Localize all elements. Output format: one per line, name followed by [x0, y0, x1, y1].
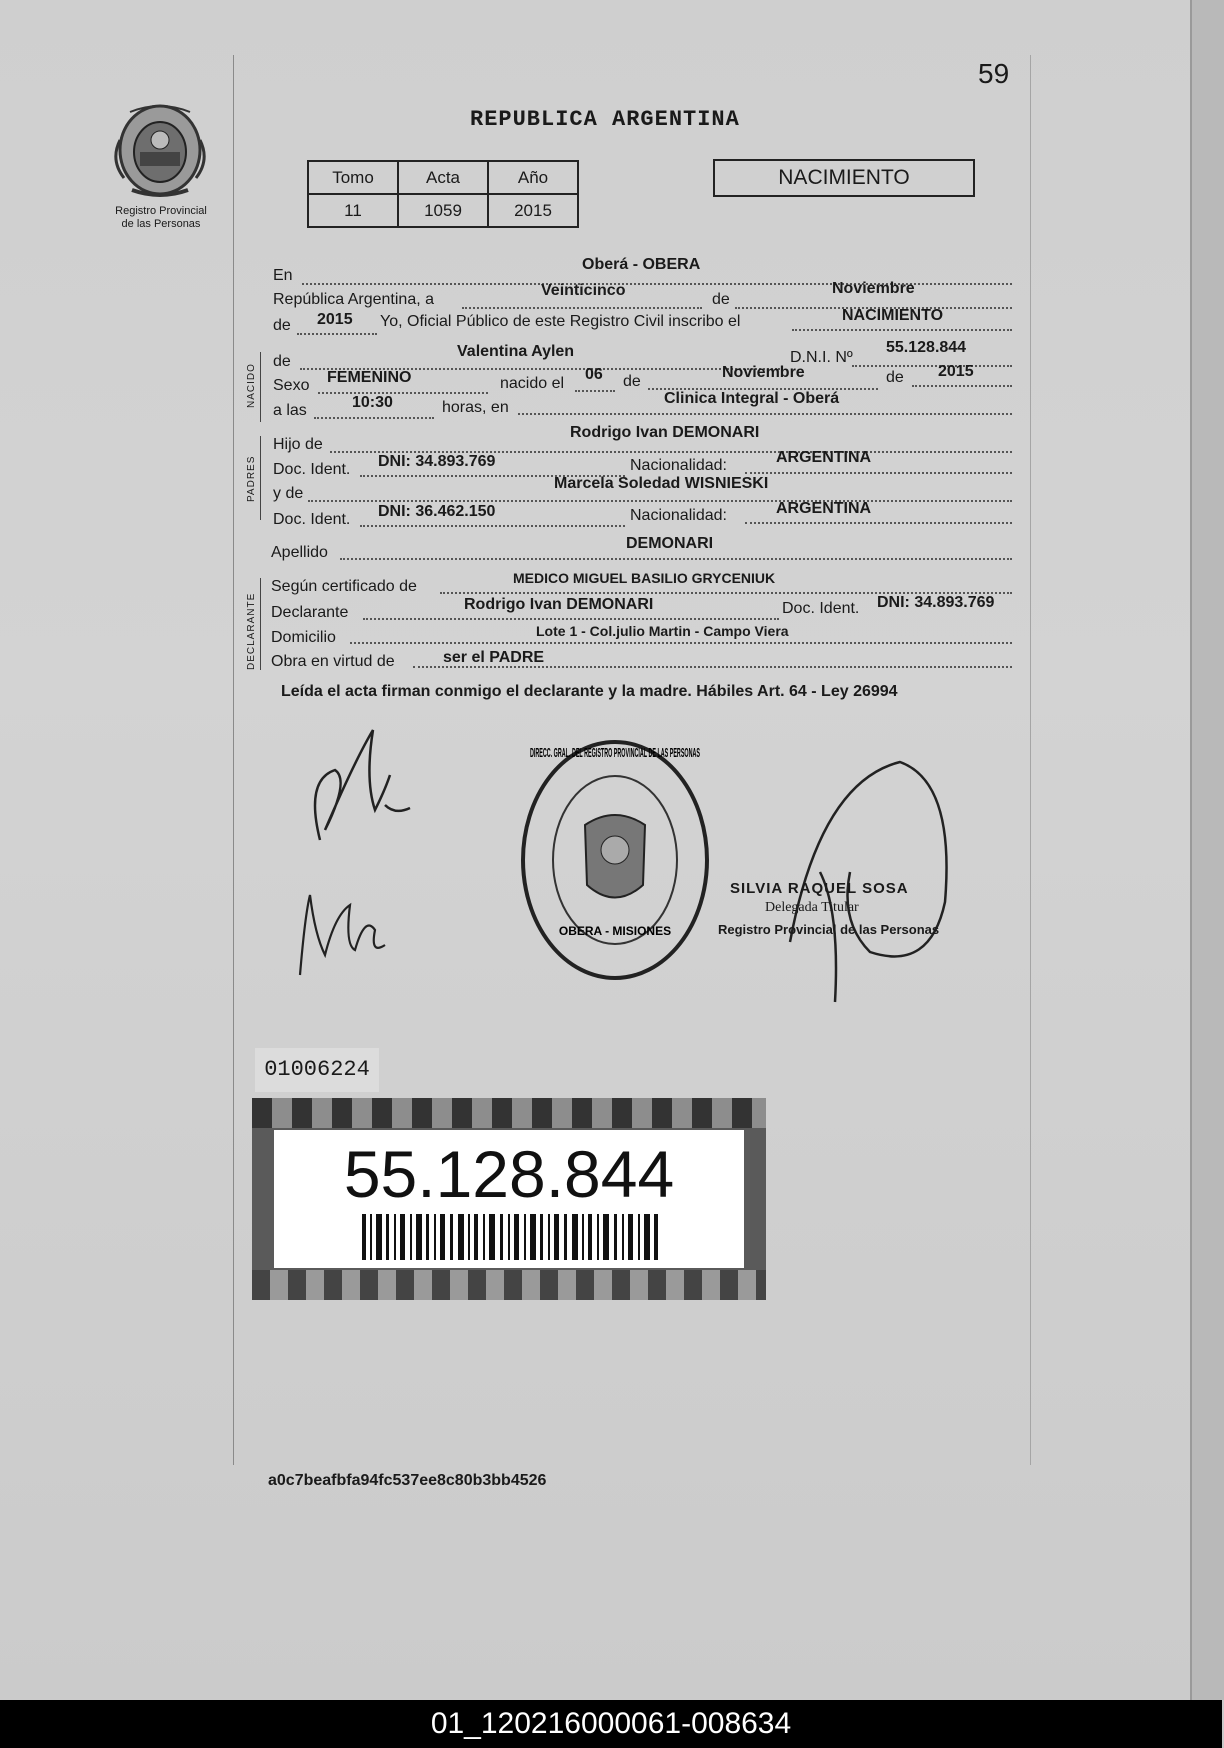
- seal-inner-text: OBERA - MISIONES: [558, 924, 672, 938]
- value-declarant: Rodrigo Ivan DEMONARI: [464, 596, 654, 613]
- value-child-dni: 55.128.844: [886, 339, 967, 356]
- dotted-line: [575, 389, 615, 392]
- label-hijo-de: Hijo de: [273, 436, 323, 453]
- dni-sticker: [252, 1098, 766, 1300]
- value-father-name: Rodrigo Ivan DEMONARI: [570, 424, 760, 441]
- dotted-line: [314, 416, 434, 419]
- label-de-year: de: [886, 369, 904, 386]
- label-republica: República Argentina, a: [273, 291, 434, 308]
- label-doc-ident-mother: Doc. Ident.: [273, 511, 351, 528]
- value-mother-name: Marcela Soledad WISNIESKI: [554, 475, 769, 492]
- table-value-acta: 1059: [398, 194, 488, 227]
- label-y-de: y de: [273, 485, 304, 502]
- value-birth-year: 2015: [938, 363, 974, 380]
- label-de-child: de: [273, 353, 291, 370]
- official-org: Registro Provincial de las Personas: [718, 922, 940, 937]
- value-birth-time: 10:30: [352, 394, 393, 411]
- label-nacionalidad-father: Nacionalidad:: [630, 457, 727, 474]
- dotted-line: [350, 641, 1012, 644]
- value-year: 2015: [317, 311, 353, 328]
- label-de: de: [273, 317, 291, 334]
- label-doc-ident-declarant: Doc. Ident.: [782, 600, 860, 617]
- section-bar: [260, 578, 261, 670]
- page-number: 59: [978, 58, 1010, 89]
- label-dni: D.N.I. Nº: [790, 349, 853, 366]
- sticker-label: [274, 1130, 744, 1268]
- barcode-icon: [362, 1214, 662, 1260]
- value-birth-month: Noviembre: [722, 364, 805, 381]
- document-hash: a0c7beafbfa94fc537ee8c80b3bb4526: [268, 1472, 547, 1489]
- value-birth-day: 06: [585, 366, 603, 383]
- binding-edge: [1190, 0, 1224, 1700]
- official-role: Delegada Titular: [765, 900, 859, 915]
- sticker-pattern-bottom: [252, 1270, 766, 1300]
- value-day-text: Veinticinco: [541, 282, 626, 299]
- sticker-pattern-top: [252, 1098, 766, 1128]
- value-child-name: Valentina Aylen: [457, 343, 575, 360]
- value-month-text: Noviembre: [832, 280, 915, 297]
- label-apellido: Apellido: [271, 544, 328, 561]
- declarant-signature: [295, 720, 420, 855]
- section-bar: [260, 352, 261, 422]
- label-doc-ident-father: Doc. Ident.: [273, 461, 351, 478]
- registry-table: [307, 160, 579, 228]
- value-birth-place: Clinica Integral - Oberá: [664, 390, 840, 407]
- table-value-tomo: 11: [308, 194, 398, 227]
- value-certificate: MEDICO MIGUEL BASILIO GRYCENIUK: [513, 570, 776, 586]
- value-place: Oberá - OBERA: [582, 256, 701, 273]
- dotted-line: [792, 328, 1012, 331]
- label-yo: Yo, Oficial Público de este Registro Civil inscribo el: [380, 313, 741, 330]
- document-title: REPUBLICA ARGENTINA: [470, 107, 740, 132]
- sticker-serial: 01006224: [255, 1048, 379, 1092]
- seal-ring-text: DIRECC. GRAL. DEL REGISTRO PROVINCIAL DE LAS PERSONAS: [530, 745, 701, 760]
- table-header-anio: Año: [488, 161, 578, 194]
- registry-seal: [515, 735, 715, 985]
- value-address: Lote 1 - Col.julio Martin - Campo Viera: [536, 623, 789, 639]
- dotted-line: [912, 384, 1012, 387]
- label-nacionalidad-mother: Nacionalidad:: [630, 507, 727, 524]
- dotted-line: [745, 471, 1012, 474]
- label-domicilio: Domicilio: [271, 629, 336, 646]
- label-segun: Según certificado de: [271, 578, 417, 595]
- dotted-line: [363, 617, 779, 620]
- table-value-anio: 2015: [488, 194, 578, 227]
- value-mother-nat: ARGENTINA: [776, 500, 872, 517]
- official-signature: [780, 752, 960, 1002]
- emblem-caption-line2: de las Personas: [121, 218, 201, 230]
- closing-note: Leída el acta firman conmigo el declarante y la madre. Hábiles Art. 64 - Ley 26994: [281, 683, 898, 700]
- value-father-nat: ARGENTINA: [776, 449, 872, 466]
- table-header-acta: Acta: [398, 161, 488, 194]
- value-father-doc: DNI: 34.893.769: [378, 453, 496, 470]
- label-de-month: de: [623, 373, 641, 390]
- act-type-box: NACIMIENTO: [713, 159, 975, 197]
- emblem-caption: [96, 205, 226, 231]
- label-a-las: a las: [273, 402, 307, 419]
- label-obra: Obra en virtud de: [271, 653, 395, 670]
- value-by-virtue: ser el PADRE: [443, 649, 545, 666]
- value-surname: DEMONARI: [626, 535, 714, 552]
- dotted-line: [297, 332, 377, 335]
- label-nacido-el: nacido el: [500, 375, 565, 392]
- dotted-line: [852, 364, 1012, 367]
- value-mother-doc: DNI: 36.462.150: [378, 503, 496, 520]
- value-declarant-doc: DNI: 34.893.769: [877, 594, 995, 611]
- emblem-caption-line1: Registro Provincial: [115, 205, 207, 217]
- label-declarante: Declarante: [271, 604, 349, 621]
- table-header-tomo: Tomo: [308, 161, 398, 194]
- dotted-line: [340, 557, 1012, 560]
- right-margin-line: [1030, 55, 1031, 1465]
- section-bar: [260, 436, 261, 520]
- label-de: de: [712, 291, 730, 308]
- sticker-number: 55.128.844: [343, 1137, 675, 1211]
- label-en: En: [273, 267, 293, 284]
- file-id-footer: 01_120216000061-008634: [0, 1700, 1222, 1748]
- mother-signature: [295, 875, 395, 985]
- dotted-line: [518, 412, 1012, 415]
- label-horas-en: horas, en: [442, 399, 509, 416]
- dotted-line: [318, 391, 488, 394]
- dotted-line: [462, 306, 702, 309]
- value-sex: FEMENINO: [327, 369, 412, 386]
- side-label-nacido: NACIDO: [246, 363, 257, 408]
- dotted-line: [360, 524, 625, 527]
- value-act-name: NACIMIENTO: [842, 307, 944, 324]
- provincial-emblem-icon: [110, 100, 210, 200]
- side-label-padres: PADRES: [246, 455, 257, 502]
- official-name: SILVIA RAQUEL SOSA: [730, 880, 909, 897]
- dotted-line: [745, 521, 1012, 524]
- dotted-line: [308, 499, 1012, 502]
- side-label-declarante: DECLARANTE: [246, 592, 257, 670]
- label-sexo: Sexo: [273, 377, 310, 394]
- left-margin-line: [233, 55, 234, 1465]
